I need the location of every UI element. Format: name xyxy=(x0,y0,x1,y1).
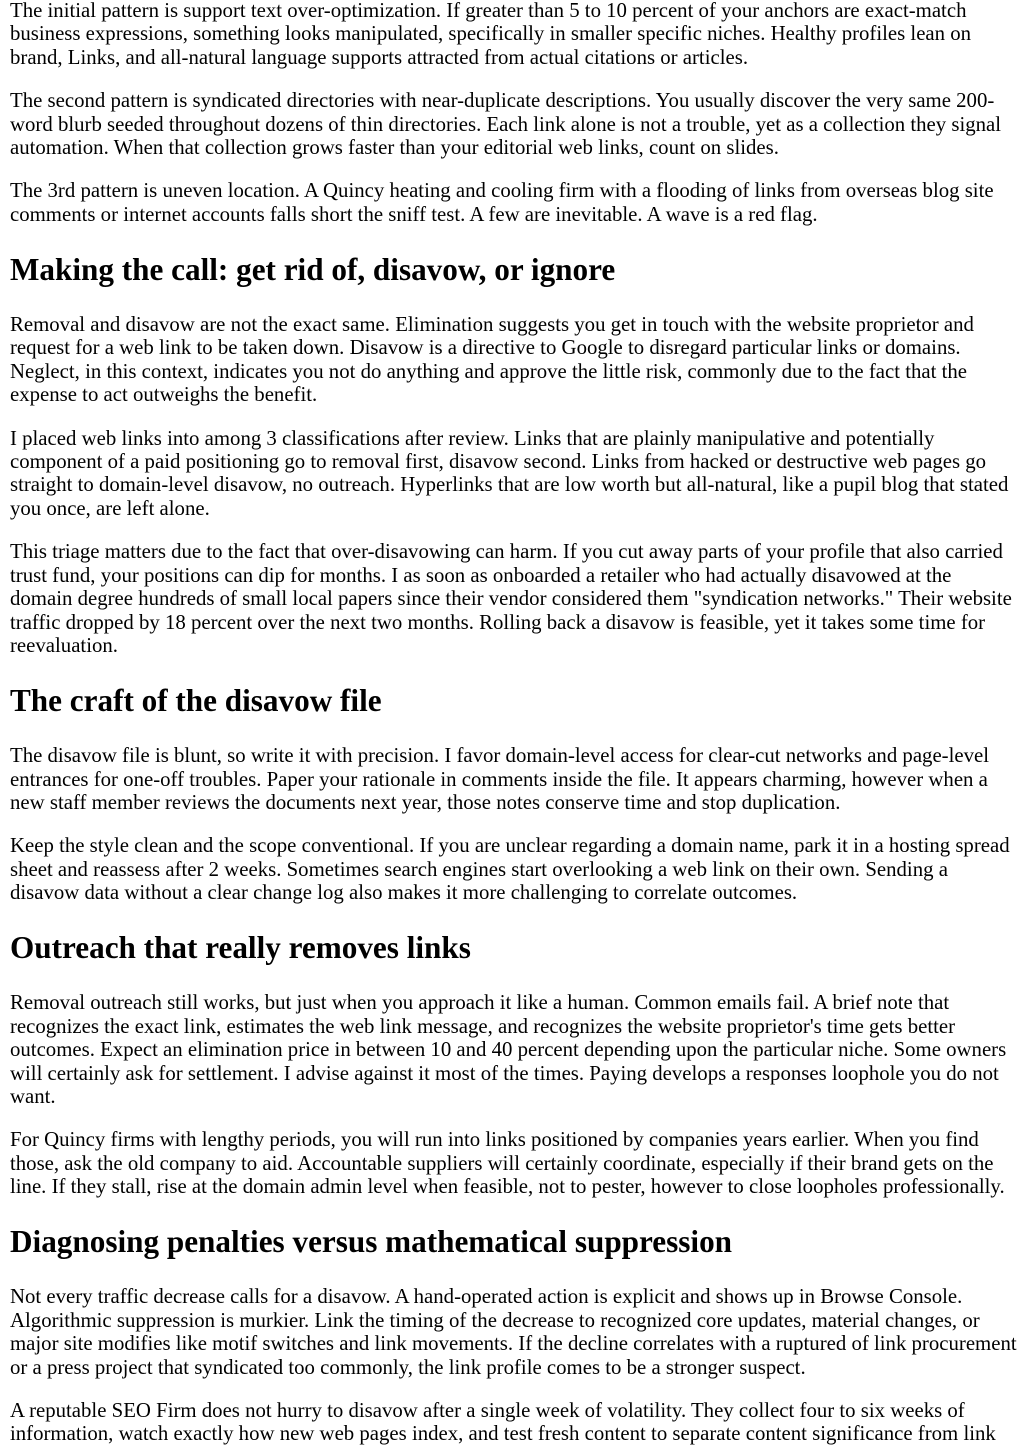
paragraph-style-clean-scope: Keep the style clean and the scope conventional. If you are unclear regarding a domain name, park it in a hosting spread sheet and reassess after 2 weeks. Sometimes search engines start overlooking a web link on their own. Sending a disavow data without a clear change log also makes it more challenging to correlate outcomes. xyxy=(10,834,1010,905)
paragraph-triage-matters: This triage matters due to the fact that over-disavowing can harm. If you cut away parts of your profile that also carried trust fund, your positions can dip for months. I as soon as onboarded a retailer who had actually disavowed at the domain degree hundreds of small local papers since their vendor considered them "syndication networks." Their website traffic dropped by 18 percent over the next two months. Rolling back a disavow is feasible, yet it takes some time for reevaluation. xyxy=(10,540,1012,657)
heading-craft-of-disavow-file: The craft of the disavow file xyxy=(10,682,382,718)
heading-diagnosing-penalties: Diagnosing penalties versus mathematical suppression xyxy=(10,1224,733,1260)
heading-outreach-removes-links: Outreach that really removes links xyxy=(10,930,471,966)
paragraph-quincy-firms-links: For Quincy firms with lengthy periods, you will run into links positioned by companies years earlier. When you find those, ask the old company to aid. Accountable suppliers will certainly coordinate, especially if their brand gets on the line. If they stall, rise at the domain admin level when feasible, not to pester, however to close loopholes professionally. xyxy=(10,1128,1005,1199)
paragraph-disavow-file-precision: The disavow file is blunt, so write it with precision. I favor domain-level access for clear-cut networks and page-level entrances for one-off troubles. Paper your rationale in comments inside the file. It appears charming, however when a new staff member reviews the documents next year, those notes conserve time and stop duplication. xyxy=(10,744,990,814)
paragraph-reputable-seo-firm: A reputable SEO Firm does not hurry to disavow after a single week of volatility. They collect four to six weeks of information, watch exactly how new web pages index, and test fresh content to separate content significance from link xyxy=(10,1398,996,1446)
paragraph-uneven-location: The 3rd pattern is uneven location. A Quincy heating and cooling firm with a flooding of links from overseas blog site comments or internet accounts falls short the sniff test. A few are inevitable. A wave is a red flag. xyxy=(10,179,994,226)
paragraph-traffic-decrease: Not every traffic decrease calls for a disavow. A hand-operated action is explicit and shows up in Browse Console. Algorithmic suppression is murkier. Link the timing of the decrease to recognized core updates, material changes, or major site modifies like motif switches and link movements. If the decline correlates with a ruptured of link procurement or a press project that syndicated too commonly, the link profile comes to be a stronger suspect. xyxy=(10,1285,1017,1379)
paragraph-three-classifications: I placed web links into among 3 classifications after review. Links that are plainly manipulative and potentially component of a paid positioning go to removal first, disavow second. Links from hacked or destructive web pages go straight to domain-level disavow, no outreach. Hyperlinks that are low worth but all-natural, like a pupil blog that stated you once, are left alone. xyxy=(10,426,1009,520)
heading-making-the-call: Making the call: get rid of, disavow, or ignore xyxy=(10,251,616,287)
paragraph-removal-vs-disavow: Removal and disavow are not the exact same. Elimination suggests you get in touch with the website proprietor and request for a web link to be taken down. Disavow is a directive to Google to disregard particular links or domains. Neglect, in this context, indicates you not do anything and approve the little risk, commonly due to the fact that the expense to act outweighs the benefit. xyxy=(10,313,974,407)
paragraph-removal-outreach: Removal outreach still works, but just when you approach it like a human. Common emails fail. A brief note that recognizes the exact link, estimates the web link message, and recognizes the website proprietor's time gets better outcomes. Expect an elimination price in between 10 and 40 percent depending upon the particular niche. Some owners will certainly ask for settlement. I advise against it most of the times. Paying develops a responses loophole you do not want. xyxy=(10,991,1007,1108)
paragraph-anchor-overoptimization: The initial pattern is support text over-optimization. If greater than 5 to 10 percent of your anchors are exact-match business expressions, something looks manipulated, specifically in smaller specific niches. Healthy profiles lean on brand, Links, and all-natural language supports attracted from actual citations or articles. xyxy=(10,0,972,69)
paragraph-syndicated-directories: The second pattern is syndicated directories with near-duplicate descriptions. You usually discover the very same 200-word blurb seeded throughout dozens of thin directories. Each link alone is not a trouble, yet as a collection they signal automation. When that collection grows faster than your editorial web links, count on slides. xyxy=(10,89,1002,160)
